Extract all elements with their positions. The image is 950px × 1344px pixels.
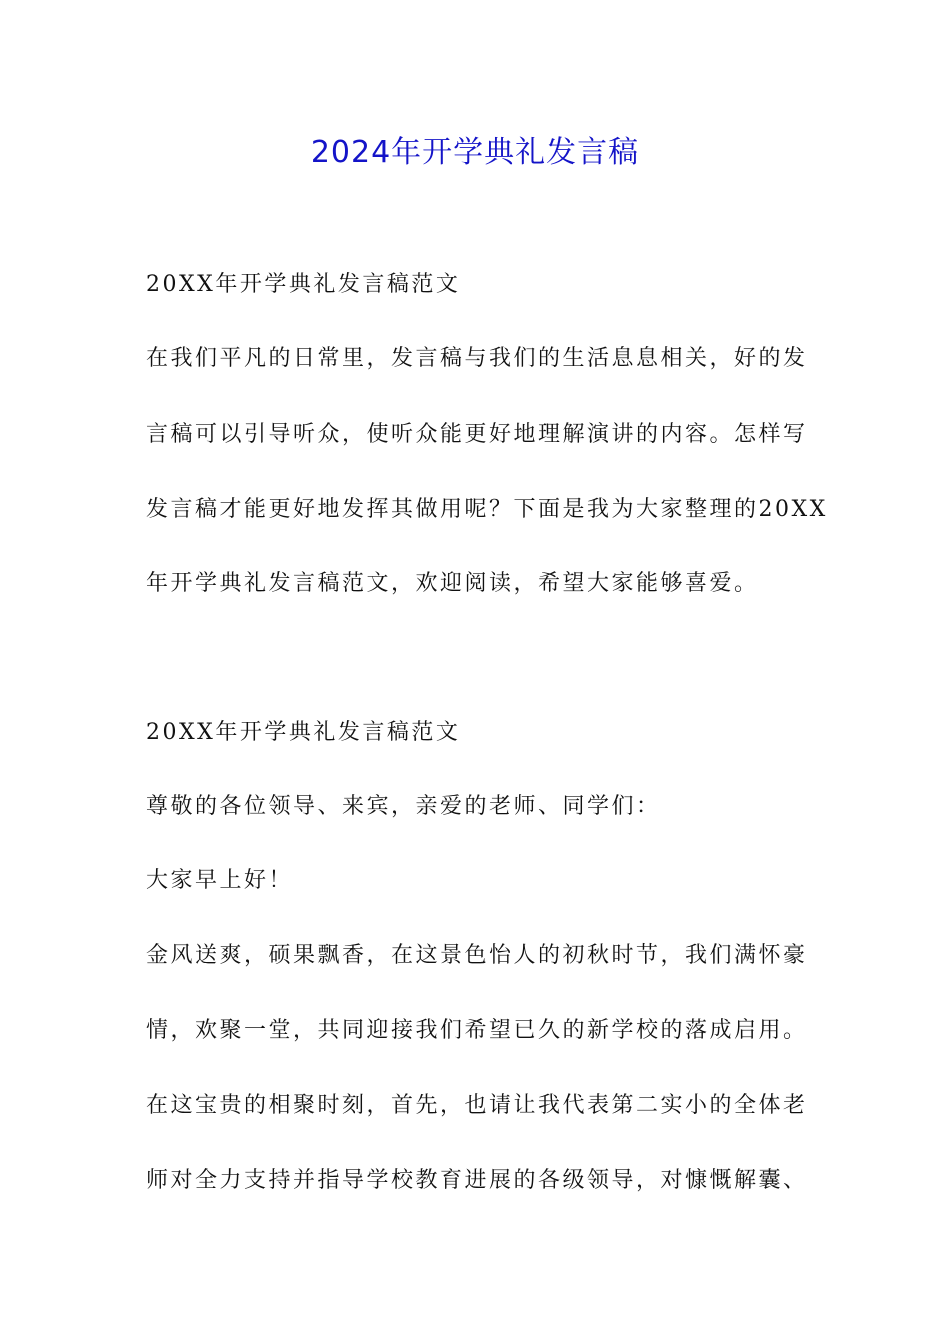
paragraph-line: 师对全力支持并指导学校教育进展的各级领导，对慷慨解囊、 [146, 1168, 808, 1193]
subheading-2: 20XX年开学典礼发言稿范文 [146, 720, 461, 745]
document-title: 2024年开学典礼发言稿 [310, 135, 640, 170]
paragraph-line: 言稿可以引导听众，使听众能更好地理解演讲的内容。怎样写 [146, 422, 808, 447]
greeting: 大家早上好！ [146, 868, 294, 893]
paragraph-line: 在我们平凡的日常里，发言稿与我们的生活息息相关，好的发 [146, 346, 808, 371]
paragraph-line: 发言稿才能更好地发挥其做用呢？下面是我为大家整理的20XX [146, 497, 828, 522]
paragraph-line: 金风送爽，硕果飘香，在这景色怡人的初秋时节，我们满怀豪 [146, 943, 808, 968]
paragraph-line: 年开学典礼发言稿范文，欢迎阅读，希望大家能够喜爱。 [146, 571, 759, 596]
paragraph-line: 在这宝贵的相聚时刻，首先，也请让我代表第二实小的全体老 [146, 1093, 808, 1118]
subheading-1: 20XX年开学典礼发言稿范文 [146, 272, 461, 297]
paragraph-line: 情，欢聚一堂，共同迎接我们希望已久的新学校的落成启用。 [146, 1018, 808, 1043]
salutation: 尊敬的各位领导、来宾，亲爱的老师、同学们： [146, 794, 661, 819]
